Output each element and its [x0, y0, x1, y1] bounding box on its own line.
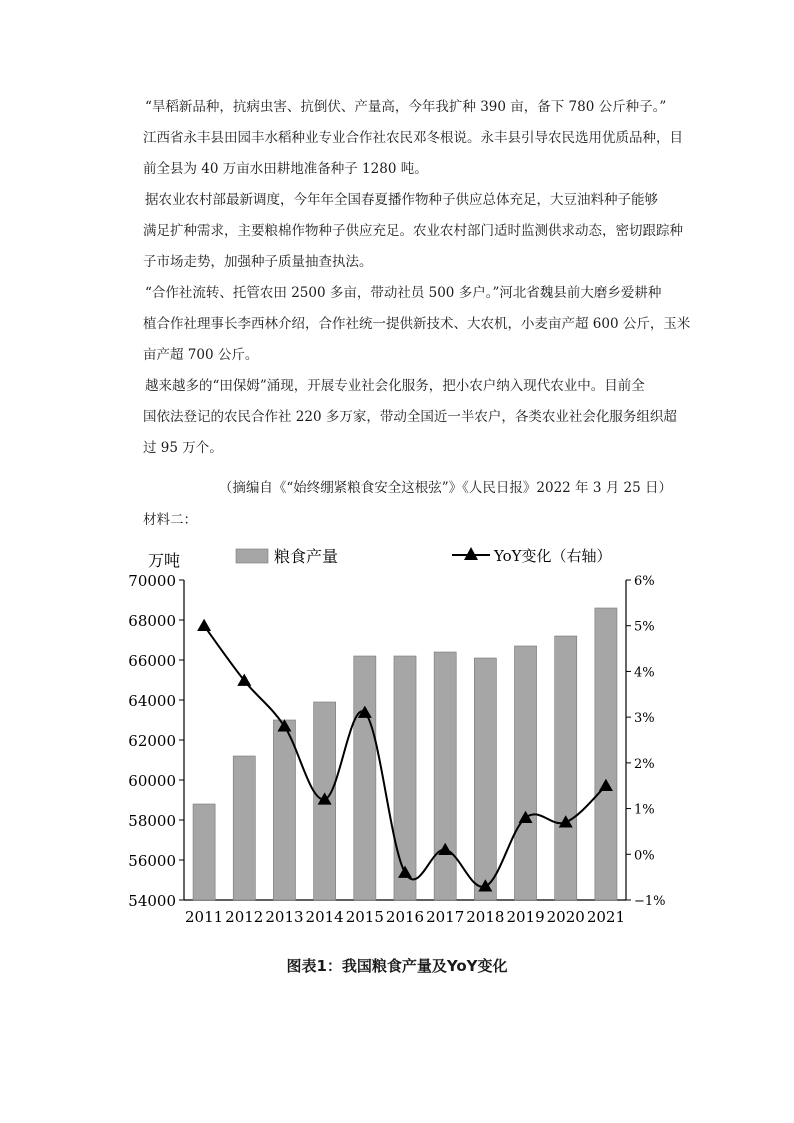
- right-tick-label: 0%: [634, 848, 655, 864]
- right-tick-label: 6%: [634, 574, 655, 589]
- left-tick-label: 60000: [128, 772, 176, 790]
- left-tick-label: 70000: [128, 572, 176, 590]
- left-tick-label: 54000: [128, 892, 176, 910]
- x-tick-label: 2020: [546, 908, 585, 926]
- right-tick-label: 3%: [634, 711, 655, 727]
- bar: [193, 804, 215, 900]
- paragraph-line: 过 95 万个。: [143, 440, 223, 456]
- material-label: 材料二：: [143, 512, 197, 528]
- paragraph-line: 国依法登记的农民合作社 220 多万家，带动全国近一半农户，各类农业社会化服务组织超: [143, 409, 677, 425]
- yoy-marker: [197, 619, 211, 631]
- left-tick-label: 66000: [128, 652, 176, 670]
- x-tick-label: 2019: [506, 908, 545, 926]
- bar: [434, 652, 456, 900]
- paragraph-line: “旱稻新品种，抗病虫害、抗倒伏、产量高，今年我扩种 390 亩，备下 780 公斤种子。”: [145, 99, 667, 115]
- paragraph-line: 满足扩种需求，主要粮棉作物种子供应充足。农业农村部门适时监测供求动态，密切跟踪种: [143, 223, 683, 239]
- paragraph-line: “合作社流转、托管农田 2500 多亩，带动社员 500 多户。”河北省魏县前大磨乡爱耕种: [145, 285, 662, 301]
- x-tick-label: 2014: [305, 908, 344, 926]
- paragraph: [143, 278, 691, 371]
- right-tick-label: −1%: [634, 894, 666, 909]
- paragraph-line: 亩产超 700 公斤。: [143, 347, 259, 363]
- chart-caption: 图表1：我国粮食产量及YoY变化: [286, 957, 508, 975]
- bar: [474, 658, 496, 900]
- left-tick-label: 64000: [128, 692, 176, 710]
- legend-line-label: YoY变化（右轴）: [494, 547, 612, 565]
- right-tick-label: 5%: [634, 619, 655, 635]
- bar: [514, 646, 536, 900]
- paragraph-line: 植合作社理事长李西林介绍，合作社统一提供新技术、大农机，小麦亩产超 600 公斤，玉米: [143, 316, 691, 332]
- paragraph-line: 越来越多的“田保姆”涌现，开展专业社会化服务，把小农户纳入现代农业中。目前全: [145, 378, 645, 394]
- bar: [273, 720, 295, 900]
- bar: [595, 608, 617, 900]
- citation: （摘编自《“始终绷紧粮食安全这根弦”》《人民日报》2022 年 3 月 25 日）: [218, 480, 672, 496]
- paragraph: [143, 92, 683, 185]
- paragraph-line: 江西省永丰县田园丰水稻种业专业合作社农民邓冬根说。永丰县引导农民选用优质品种，目: [143, 130, 683, 146]
- right-tick-label: 4%: [634, 665, 655, 681]
- legend-bar-swatch: [236, 549, 268, 563]
- bar: [233, 756, 255, 900]
- right-tick-label: 2%: [634, 756, 655, 772]
- grain-output-chart: [0, 530, 794, 940]
- legend-bar-label: 粮食产量: [274, 547, 339, 566]
- left-tick-label: 58000: [128, 812, 176, 830]
- bar: [394, 656, 416, 900]
- left-axis-unit: 万吨: [148, 551, 181, 570]
- bar: [354, 656, 376, 900]
- paragraph: [143, 185, 683, 278]
- x-tick-label: 2016: [385, 908, 425, 926]
- paragraph-line: 据农业农村部最新调度，今年年全国春夏播作物种子供应总体充足，大豆油料种子能够: [145, 192, 658, 208]
- x-tick-label: 2015: [345, 908, 384, 926]
- x-tick-label: 2013: [265, 908, 304, 926]
- left-tick-label: 68000: [128, 612, 176, 630]
- paragraph-line: 子市场走势，加强种子质量抽查执法。: [143, 254, 373, 270]
- bar: [555, 636, 577, 900]
- right-tick-label: 1%: [634, 802, 655, 818]
- left-tick-label: 56000: [128, 852, 176, 870]
- paragraph-line: 前全县为 40 万亩水田耕地准备种子 1280 吨。: [143, 161, 428, 177]
- x-tick-label: 2011: [184, 908, 224, 926]
- x-tick-label: 2017: [426, 908, 465, 926]
- paragraph: [143, 371, 677, 464]
- left-tick-label: 62000: [128, 732, 176, 750]
- x-tick-label: 2012: [225, 908, 264, 926]
- x-tick-label: 2021: [586, 908, 626, 926]
- legend-line-marker: [464, 547, 478, 560]
- x-tick-label: 2018: [466, 908, 505, 926]
